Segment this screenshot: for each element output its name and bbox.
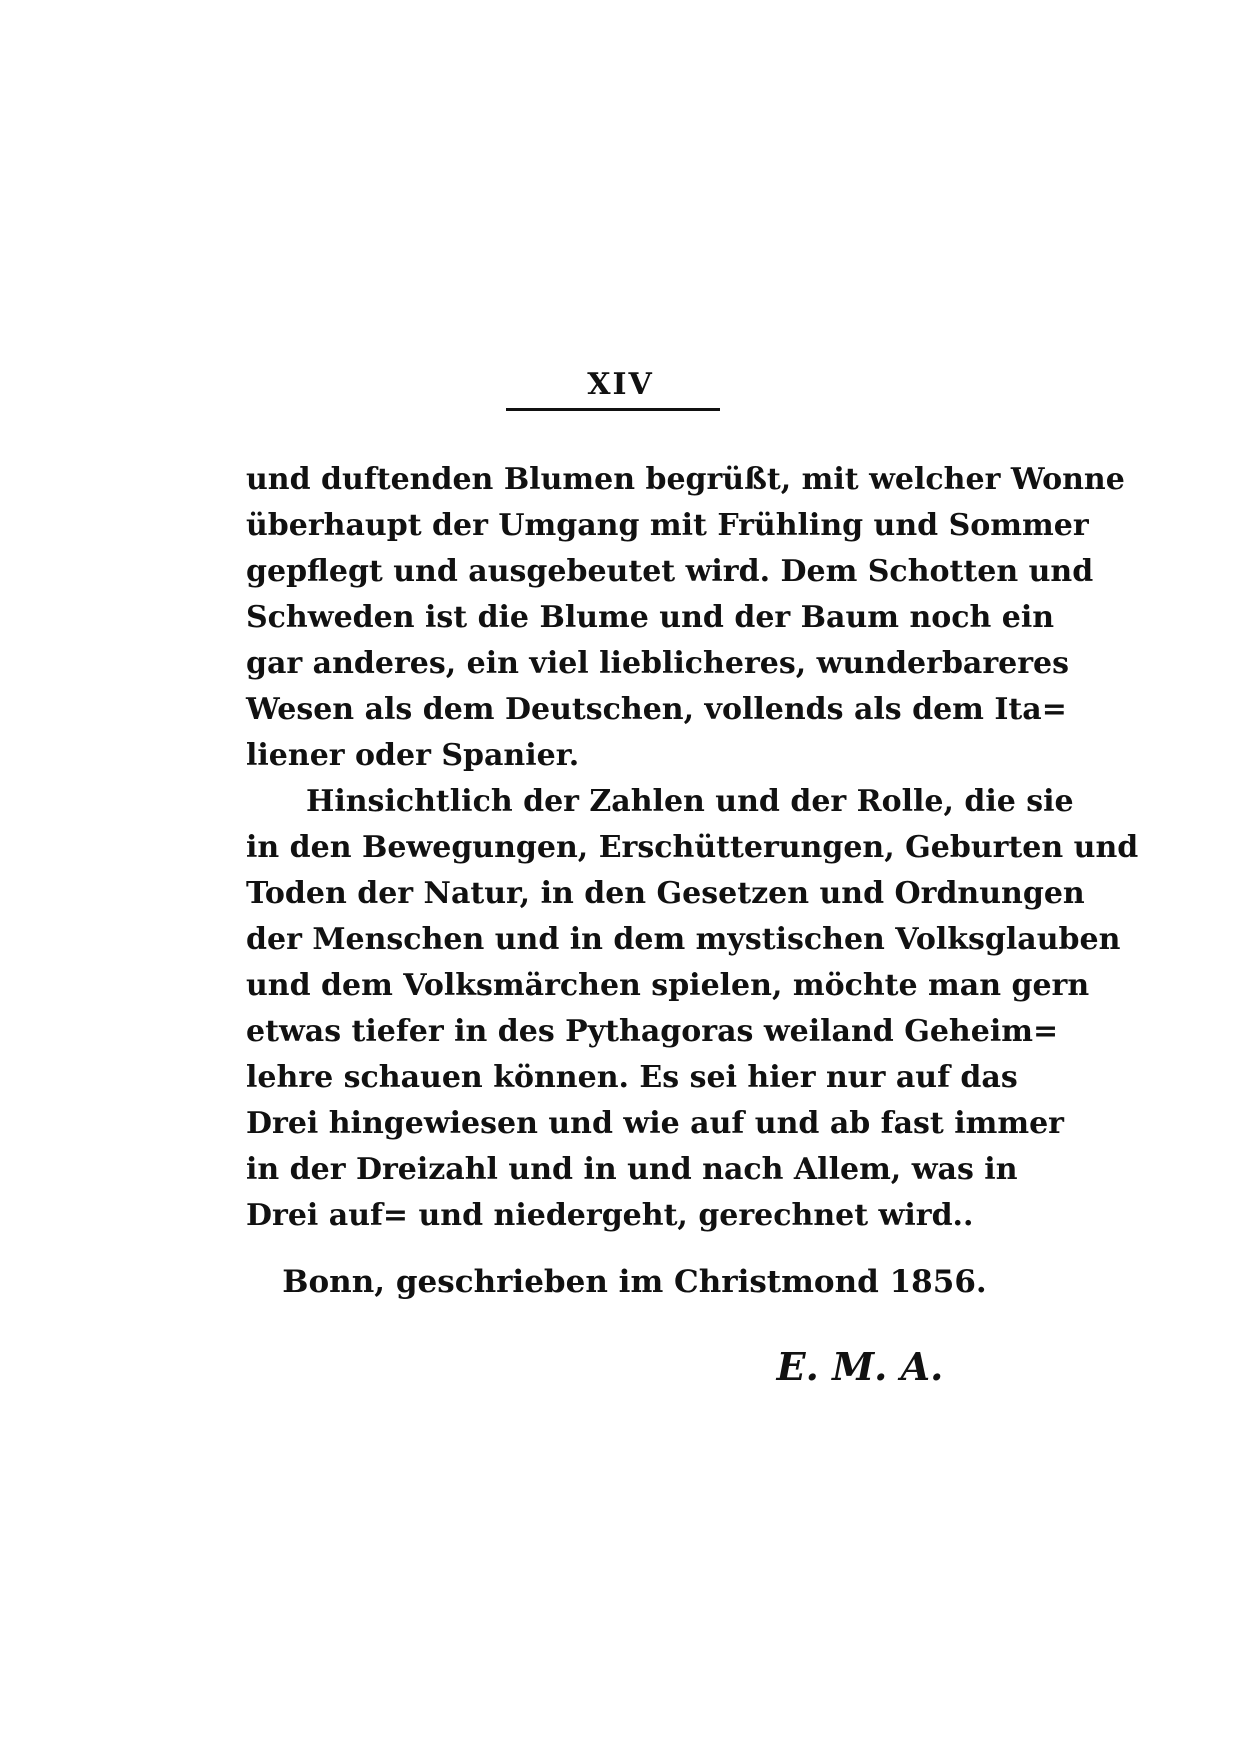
header-rule [506, 408, 720, 411]
text-line: in den Bewegungen, Erschütterungen, Geburten und [246, 830, 1139, 865]
text-line: und duftenden Blumen begrüßt, mit welcher Wonne [246, 462, 1125, 497]
dateline [0, 1262, 1241, 1302]
text-line: Drei hingewiesen und wie auf und ab fast immer [246, 1106, 1064, 1141]
text-line: in der Dreizahl und in und nach Allem, was in [246, 1152, 1018, 1187]
text-line: gepflegt und ausgebeutet wird. Dem Schotten und [246, 554, 1094, 589]
paragraph [246, 779, 1139, 1239]
text-line: Schweden ist die Blume und der Baum noch ein [246, 600, 1055, 635]
text-line: etwas tiefer in des Pythagoras weiland Geheim= [246, 1014, 1059, 1049]
text-line: lehre schauen können. Es sei hier nur auf das [246, 1060, 1018, 1095]
text-line: Toden der Natur, in den Gesetzen und Ordnungen [246, 876, 1085, 911]
text-line: gar anderes, ein viel lieblicheres, wunderbareres [246, 646, 1070, 681]
dateline-text: Bonn, geschrieben im Christmond 1856. [282, 1264, 987, 1300]
text-line: überhaupt der Umgang mit Frühling und Sommer [246, 508, 1089, 543]
signature: E. M. A. [776, 1344, 944, 1389]
page-number: XIV [587, 367, 654, 402]
text-line: Wesen als dem Deutschen, vollends als dem Ita= [246, 692, 1067, 727]
paragraph [246, 457, 1125, 779]
text-line: und dem Volksmärchen spielen, möchte man gern [246, 968, 1090, 1003]
text-line: Drei auf= und niedergeht, gerechnet wird.. [246, 1198, 974, 1233]
text-line: liener oder Spanier. [246, 738, 580, 773]
text-line: Hinsichtlich der Zahlen und der Rolle, die sie [306, 784, 1074, 819]
text-line: der Menschen und in dem mystischen Volksglauben [246, 922, 1121, 957]
body-text [246, 457, 1139, 1239]
